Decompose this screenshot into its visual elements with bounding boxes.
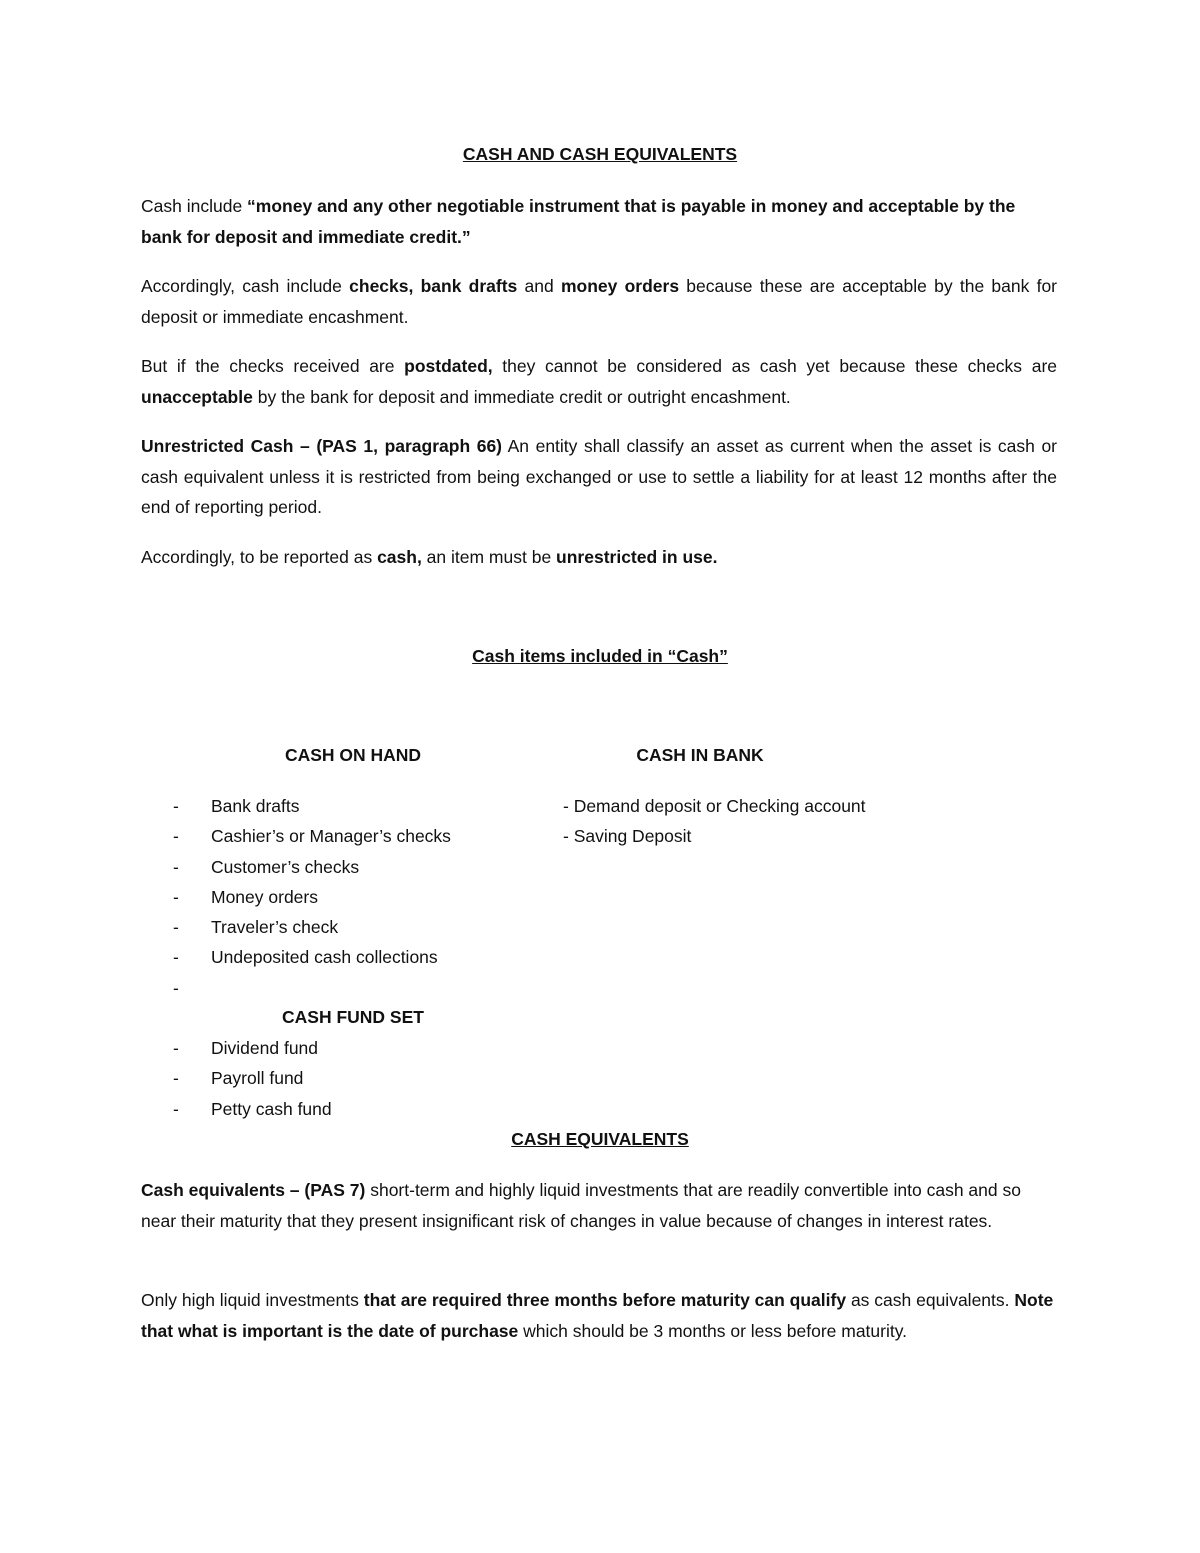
paragraph-cash-definition	[141, 191, 1057, 252]
list-item	[173, 912, 451, 942]
paragraph-reported-as-cash	[141, 542, 1057, 573]
text: Accordingly, cash include	[141, 276, 350, 296]
cash-on-hand-list	[173, 791, 451, 1003]
text: which should be 3 months or less before maturity.	[518, 1320, 908, 1341]
cash-in-bank-list	[563, 791, 866, 852]
text: short-term and highly liquid investments that are readily convertible into cash and so near their maturity that they present insignificant risk of changes in value because of changes in interest rates.	[141, 1180, 1021, 1231]
bold-text: Cash equivalents – (PAS 7)	[141, 1180, 366, 1200]
text: Only high liquid investments	[141, 1290, 364, 1310]
dash-bullet: -	[173, 886, 179, 907]
list-item-label: Bank drafts	[211, 796, 300, 816]
bold-text: Unrestricted Cash – (PAS 1, paragraph 66)	[141, 436, 503, 456]
list-item	[173, 852, 451, 882]
text	[413, 276, 420, 296]
text: they cannot be considered as cash yet because these checks are	[492, 356, 1057, 376]
dash-bullet: -	[173, 1068, 179, 1089]
cash-items-heading: Cash items included in “Cash”	[472, 646, 728, 666]
list-item-label: Undeposited cash collections	[211, 947, 438, 968]
dash-bullet: -	[173, 856, 179, 877]
cash-fund-set-heading: CASH FUND SET	[282, 1007, 424, 1027]
paragraph-three-months	[141, 1285, 1057, 1346]
paragraph-unrestricted-cash	[141, 431, 1057, 523]
paragraph-cash-equivalents-definition	[141, 1175, 1057, 1236]
list-item: - Saving Deposit	[563, 826, 692, 847]
bold-text: checks,	[349, 276, 414, 296]
dash-bullet: -	[173, 826, 179, 847]
bold-text: cash,	[377, 547, 422, 567]
bold-text: postdated,	[404, 356, 493, 376]
text: Cash include	[141, 196, 248, 216]
list-item	[173, 1033, 332, 1063]
list-item: - Demand deposit or Checking account	[563, 796, 866, 816]
cash-equivalents-heading: CASH EQUIVALENTS	[511, 1129, 689, 1149]
list-item-label: Cashier’s or Manager’s checks	[211, 826, 451, 847]
bold-text: unrestricted in use.	[556, 547, 718, 567]
text: by the bank for deposit and immediate credit or outright encashment.	[252, 386, 791, 407]
bold-text: bank drafts	[420, 276, 518, 296]
cash-on-hand-heading: CASH ON HAND	[284, 745, 422, 765]
list-item	[173, 973, 451, 1003]
text: an item must be	[421, 547, 557, 567]
bold-text: “money and any other negotiable instrument that is payable in money and acceptable by the bank for deposit and immediate credit.”	[141, 196, 1016, 247]
cash-in-bank-heading: CASH IN BANK	[636, 745, 764, 765]
list-item-label: Traveler’s check	[211, 917, 339, 938]
dash-bullet: -	[173, 977, 179, 998]
list-item-label: Dividend fund	[211, 1038, 319, 1058]
list-item	[173, 791, 451, 821]
text: Accordingly, to be reported as	[141, 547, 378, 567]
list-item-label: Money orders	[211, 886, 318, 907]
dash-bullet: -	[173, 917, 179, 938]
cash-fund-set-list	[173, 1033, 332, 1124]
list-item	[173, 882, 451, 912]
list-item-label: Customer’s checks	[211, 856, 360, 877]
list-item-label: Payroll fund	[211, 1068, 304, 1089]
text: as cash equivalents.	[846, 1290, 1015, 1310]
dash-bullet: -	[173, 1038, 179, 1058]
dash-bullet: -	[173, 796, 179, 816]
bold-text: that are required three months before maturity can qualify	[363, 1290, 847, 1310]
text: An entity shall classify an asset as current when the asset is cash or cash equivalent unless it is restricted from being exchanged or use to settle a liability for at least 12 months after the end of reporting period.	[141, 436, 1058, 517]
paragraph-cash-includes	[141, 271, 1057, 332]
list-item	[173, 942, 451, 972]
list-item	[173, 821, 451, 851]
document-title: CASH AND CASH EQUIVALENTS	[462, 144, 738, 164]
bold-text: money orders	[560, 276, 680, 296]
list-item-label: Petty cash fund	[211, 1098, 332, 1119]
dash-bullet: -	[173, 1098, 179, 1119]
bold-text: Note that what is important is the date of purchase	[141, 1290, 1054, 1341]
text: and	[517, 276, 561, 296]
list-item	[173, 1063, 332, 1093]
list-item	[173, 1094, 332, 1124]
bold-text: unacceptable	[141, 386, 253, 407]
paragraph-postdated-checks	[141, 351, 1057, 412]
text: because these are acceptable by the bank for deposit or immediate encashment.	[141, 276, 1058, 327]
dash-bullet: -	[173, 947, 179, 968]
text: But if the checks received are	[141, 356, 405, 376]
